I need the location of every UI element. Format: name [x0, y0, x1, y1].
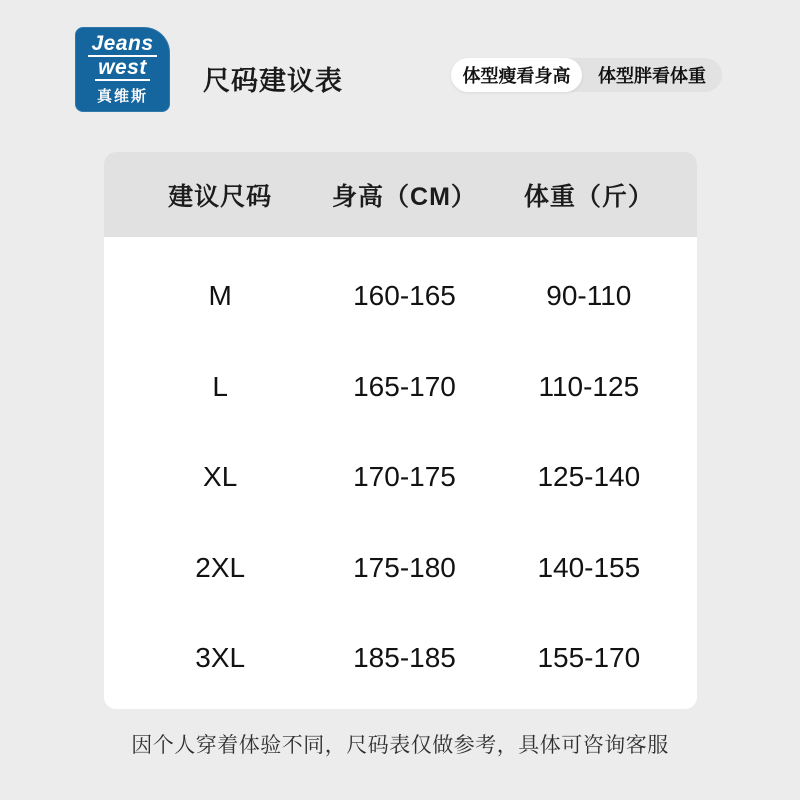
size-cell: M	[208, 280, 232, 312]
tab-slim-by-height[interactable]: 体型瘦看身高	[451, 58, 582, 92]
column-header-weight: 体重（斤）	[523, 182, 654, 211]
table-row	[128, 432, 681, 523]
jeanswest-logo	[75, 27, 170, 112]
tab-heavy-by-weight[interactable]: 体型胖看体重	[598, 66, 706, 86]
table-body	[104, 237, 697, 709]
height-cell: 170-175	[353, 461, 456, 493]
height-cell: 160-165	[353, 280, 456, 312]
weight-cell: 125-140	[537, 461, 641, 493]
logo-text-chinese: 真维斯	[96, 88, 148, 106]
size-cell: L	[212, 370, 228, 402]
height-cell: 175-180	[353, 551, 456, 583]
table-row	[128, 251, 681, 342]
logo-text-west: west	[95, 57, 150, 81]
logo-text-jeans: Jeans	[88, 33, 156, 57]
table-row	[128, 342, 681, 433]
weight-cell: 110-125	[538, 370, 640, 402]
size-table-card	[104, 152, 697, 709]
column-header-height: 身高（CM）	[332, 182, 477, 211]
height-cell: 165-170	[353, 370, 456, 402]
weight-cell: 155-170	[537, 642, 641, 674]
table-row	[128, 523, 681, 614]
size-cell: 3XL	[195, 642, 246, 674]
size-cell: 2XL	[195, 551, 246, 583]
weight-cell: 90-110	[546, 280, 632, 312]
footer-note: 因个人穿着体验不同，尺码表仅做参考，具体可咨询客服	[131, 734, 669, 757]
page-title: 尺码建议表	[203, 66, 343, 96]
tab-group	[451, 58, 722, 92]
table-header-row	[104, 152, 697, 237]
height-cell: 185-185	[353, 642, 456, 674]
column-header-size: 建议尺码	[168, 182, 273, 211]
table-row	[128, 613, 681, 704]
size-cell: XL	[203, 461, 238, 493]
weight-cell: 140-155	[537, 551, 641, 583]
